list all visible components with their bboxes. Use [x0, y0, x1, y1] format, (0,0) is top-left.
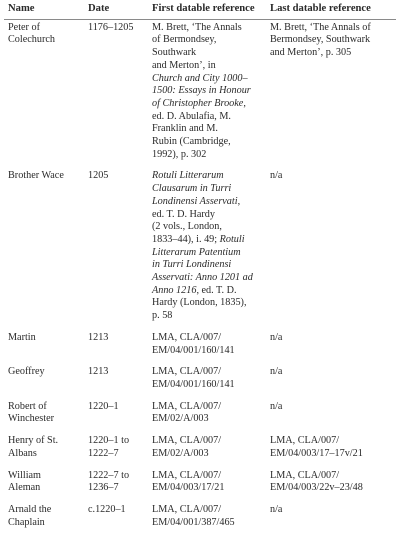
- reference-text: M. Brett, ‘The Annals of Bermondsey, Southwark and Merton’, in: [152, 21, 242, 71]
- table-row: [4, 19, 396, 168]
- cell-date: 1222–7 to 1236–7: [88, 469, 130, 494]
- header-last-reference: Last datable reference: [266, 2, 396, 19]
- header-row: [4, 2, 396, 19]
- cell-first-reference: [148, 330, 266, 364]
- italic-title-text: Rotuli Litterarum Clausarum in Turri Londinensi Asservati: [152, 170, 238, 207]
- bridge-wardens-table: [4, 2, 396, 536]
- cell-first-reference: [148, 19, 266, 168]
- cell-date: 1176–1205: [88, 21, 134, 33]
- cell-first-reference: [148, 399, 266, 433]
- cell-last-reference: n/a: [270, 503, 283, 515]
- cell-name: Peter of Colechurch: [8, 21, 55, 46]
- italic-title-text: Rotuli Litterarum Patentium in Turri Londinensi Asservati: Anno 1201 ad Anno 1216: [152, 233, 253, 296]
- table-row: [4, 399, 396, 433]
- reference-text: , ed. D. Abulafia, M. Franklin and M. Rubin (Cambridge, 1992), p. 302: [152, 97, 246, 160]
- header-first-reference: First datable reference: [148, 2, 266, 19]
- cell-name: Geoffrey: [8, 366, 45, 378]
- cell-first-reference: [148, 364, 266, 398]
- table-body: [4, 19, 396, 536]
- header-name: Name: [4, 2, 84, 19]
- cell-date: 1213: [88, 331, 109, 343]
- reference-text: LMA, CLA/007/ EM/04/003/17/21: [152, 469, 225, 494]
- reference-text: LMA, CLA/007/ EM/02/A/003: [152, 435, 222, 459]
- cell-last-reference: LMA, CLA/007/ EM/04/003/22v–23/48: [270, 469, 363, 494]
- cell-first-reference: [148, 468, 266, 502]
- reference-text: LMA, CLA/007/ EM/04/001/160/141: [152, 331, 235, 356]
- table-row: [4, 468, 396, 502]
- cell-date: 1220–1 to 1222–7: [88, 435, 130, 459]
- cell-last-reference: M. Brett, ‘The Annals of Bermondsey, Southwark and Merton’, p. 305: [270, 21, 371, 59]
- cell-last-reference: LMA, CLA/007/ EM/04/003/17–17v/21: [270, 435, 363, 459]
- reference-text: LMA, CLA/007/ EM/04/001/160/141: [152, 366, 235, 390]
- cell-first-reference: [148, 168, 266, 329]
- cell-date: 1213: [88, 366, 109, 378]
- cell-name: Henry of St. Albans: [8, 435, 59, 459]
- reference-text: , ed. T. D. Hardy (2 vols., London, 1833–44), i. 49;: [152, 195, 241, 245]
- cell-name: Martin: [8, 331, 36, 343]
- table-row: [4, 433, 396, 467]
- reference-text: LMA, CLA/007/ EM/02/A/003: [152, 400, 222, 425]
- reference-text: LMA, CLA/007/ EM/04/001/387/465: [152, 503, 235, 528]
- cell-name: Robert of Winchester: [8, 400, 54, 425]
- cell-last-reference: n/a: [270, 170, 283, 182]
- cell-name: Brother Wace: [8, 170, 64, 182]
- table-header: [4, 2, 396, 19]
- cell-date: 1205: [88, 170, 109, 182]
- table-row: [4, 364, 396, 398]
- header-date: Date: [84, 2, 148, 19]
- table-row: [4, 168, 396, 329]
- italic-title-text: Church and City 1000– 1500: Essays in Honour of Christopher Brooke: [152, 72, 251, 109]
- cell-last-reference: n/a: [270, 331, 283, 343]
- cell-first-reference: [148, 433, 266, 467]
- cell-last-reference: n/a: [270, 400, 283, 412]
- reference-text: , ed. T. D. Hardy (London, 1835), p. 58: [152, 284, 247, 322]
- table-row: [4, 330, 396, 364]
- cell-first-reference: [148, 502, 266, 536]
- cell-name: William Aleman: [8, 469, 41, 494]
- cell-last-reference: n/a: [270, 366, 283, 378]
- cell-date: 1220–1: [88, 400, 119, 412]
- cell-date: c.1220–1: [88, 503, 126, 515]
- cell-name: Arnald the Chaplain: [8, 503, 52, 528]
- table-row: [4, 502, 396, 536]
